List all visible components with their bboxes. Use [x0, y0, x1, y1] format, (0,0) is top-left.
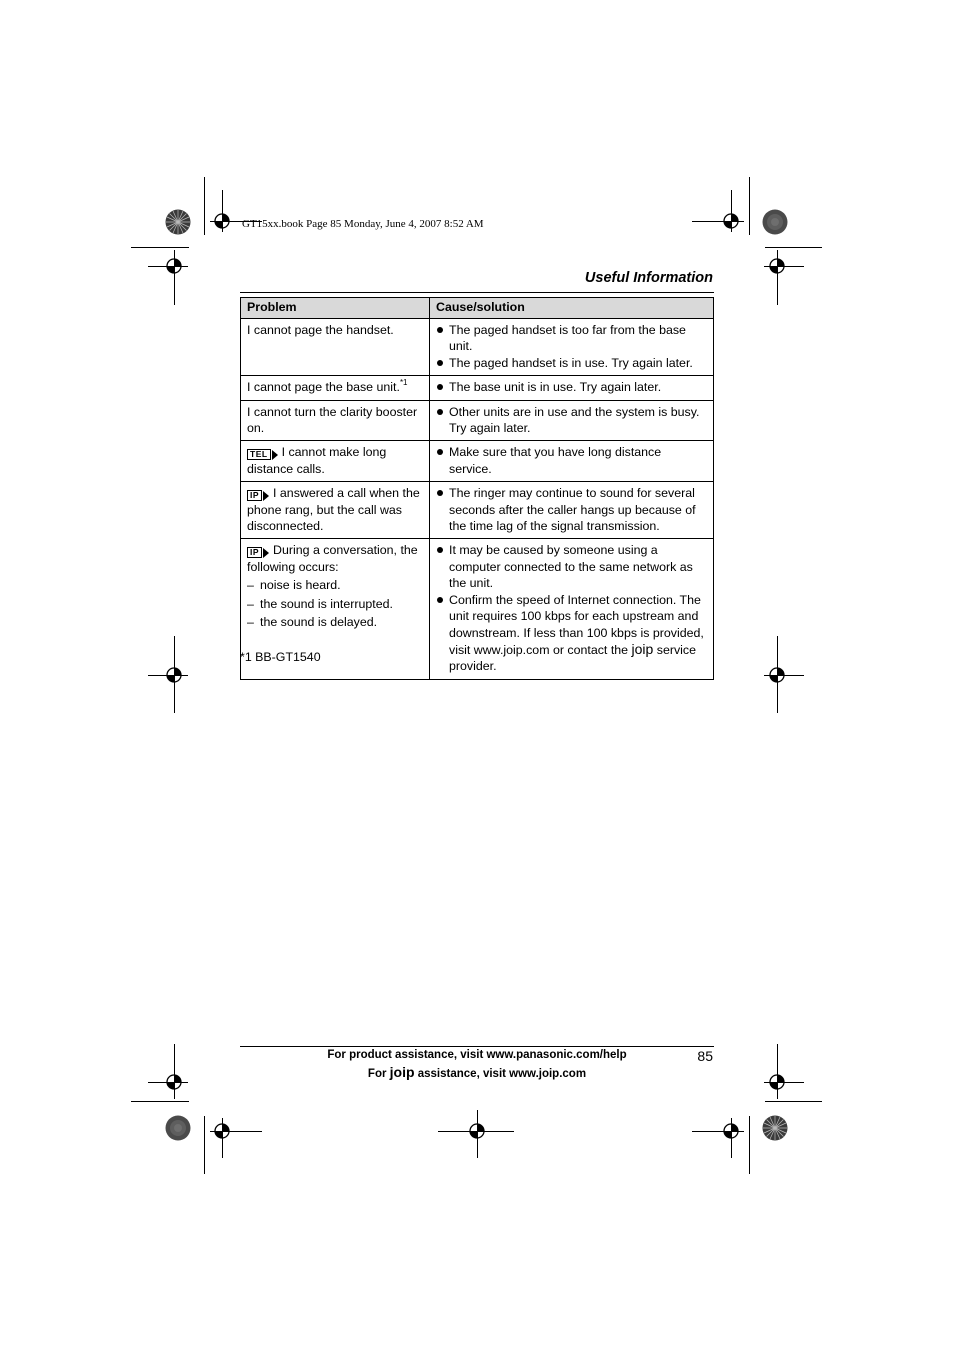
footer-joip-line: For joip assistance, visit www.joip.com: [367, 1064, 587, 1080]
crop-mark: [749, 1116, 750, 1174]
crop-mark: [131, 1101, 189, 1102]
cause-item: The paged handset is too far from the base unit.: [436, 322, 707, 355]
table-row: [241, 376, 714, 400]
bullet-icon: [437, 449, 443, 455]
crosshair-target-icon: [163, 1071, 185, 1093]
ip-badge-icon: IP: [247, 490, 269, 501]
table-row: [241, 482, 714, 539]
problem-text: During a conversation, the following occurs:: [247, 543, 418, 574]
problem-text: I cannot turn the clarity booster on.: [247, 404, 418, 436]
cause-item: Make sure that you have long distance service.: [436, 444, 707, 477]
troubleshooting-table: [240, 297, 714, 680]
bullet-icon: [437, 327, 443, 333]
problem-cell: [241, 400, 430, 441]
crop-mark: [765, 247, 822, 248]
crosshair-target-icon: [720, 210, 742, 232]
crosshair-target-icon: [211, 210, 233, 232]
cause-cell: [430, 376, 714, 400]
crosshair-target-icon: [163, 664, 185, 686]
problem-text: I cannot make long distance calls.: [247, 445, 387, 476]
crosshair-target-icon: [766, 1071, 788, 1093]
cause-item: Other units are in use and the system is busy. Try again later.: [436, 404, 707, 437]
tel-badge-icon: TEL: [247, 449, 278, 460]
header-rule: [240, 292, 714, 293]
table-row: [241, 319, 714, 376]
table-row: [241, 400, 714, 441]
crosshair-target-icon: [766, 255, 788, 277]
bullet-icon: [437, 547, 443, 553]
bullet-icon: [437, 597, 443, 603]
crosshair-target-icon: [211, 1120, 233, 1142]
crop-mark: [765, 1101, 822, 1102]
crosshair-target-icon: [766, 664, 788, 686]
joip-brand: joip: [631, 640, 654, 657]
crosshair-target-icon: [466, 1120, 488, 1142]
bullet-icon: [437, 360, 443, 366]
cause-item: The base unit is in use. Try again later.: [436, 379, 707, 395]
cause-item: The ringer may continue to sound for several seconds after the caller hangs up because of the time lag of the signal transmission.: [436, 485, 707, 534]
cause-item: Confirm the speed of Internet connection. The unit requires 100 kbps for each upstream and downstream. If less than 100 kbps is provided, visit www.joip.com or contact the joip service provider.: [436, 592, 707, 675]
page-number: 85: [697, 1048, 713, 1064]
problem-text: I cannot page the handset.: [247, 323, 394, 337]
joip-brand: joip: [389, 1064, 415, 1080]
table-header-row: [241, 298, 714, 319]
crop-mark: [749, 177, 750, 235]
footer-rule: [240, 1046, 714, 1047]
cause-cell: [430, 319, 714, 376]
rosette-icon: [165, 1115, 191, 1141]
bullet-icon: [437, 490, 443, 496]
ip-badge-icon: IP: [247, 547, 269, 558]
crosshair-target-icon: [163, 255, 185, 277]
section-title: Useful Information: [584, 270, 713, 286]
crop-mark: [204, 1116, 205, 1174]
rosette-icon: [762, 209, 788, 235]
bullet-icon: [437, 409, 443, 415]
bullet-icon: [437, 384, 443, 390]
symptom-item: – noise is heard.: [247, 578, 341, 593]
cause-item: It may be caused by someone using a computer connected to the same network as the unit.: [436, 542, 707, 591]
symptom-item: – the sound is interrupted.: [247, 596, 393, 611]
column-header-problem: Problem: [241, 298, 430, 319]
footnote-ref: *1: [399, 378, 408, 388]
cause-cell: [430, 482, 714, 539]
cause-item: The paged handset is in use. Try again later.: [436, 355, 707, 371]
file-info: GT15xx.book Page 85 Monday, June 4, 2007 8:52 AM: [242, 218, 484, 230]
crop-mark: [204, 177, 205, 235]
problem-cell: [241, 441, 430, 482]
cause-cell: [430, 539, 714, 679]
table-row: [241, 441, 714, 482]
symptom-list: [247, 577, 423, 630]
footer-assistance-line: For product assistance, visit www.panasonic.com/help: [327, 1049, 627, 1061]
cause-cell: [430, 441, 714, 482]
crop-mark: [131, 247, 189, 248]
rosette-icon: [762, 1115, 788, 1141]
problem-cell: [241, 482, 430, 539]
symptom-item: – the sound is delayed.: [247, 615, 378, 630]
crosshair-target-icon: [720, 1120, 742, 1142]
problem-text: I answered a call when the phone rang, but the call was disconnected.: [247, 486, 420, 534]
problem-text: I cannot page the base unit.: [247, 380, 400, 395]
cause-cell: [430, 400, 714, 441]
footnote: *1 BB-GT1540: [240, 650, 321, 664]
problem-cell: [241, 376, 430, 400]
problem-cell: [241, 319, 430, 376]
column-header-cause: Cause/solution: [430, 298, 714, 319]
rosette-icon: [165, 209, 191, 235]
